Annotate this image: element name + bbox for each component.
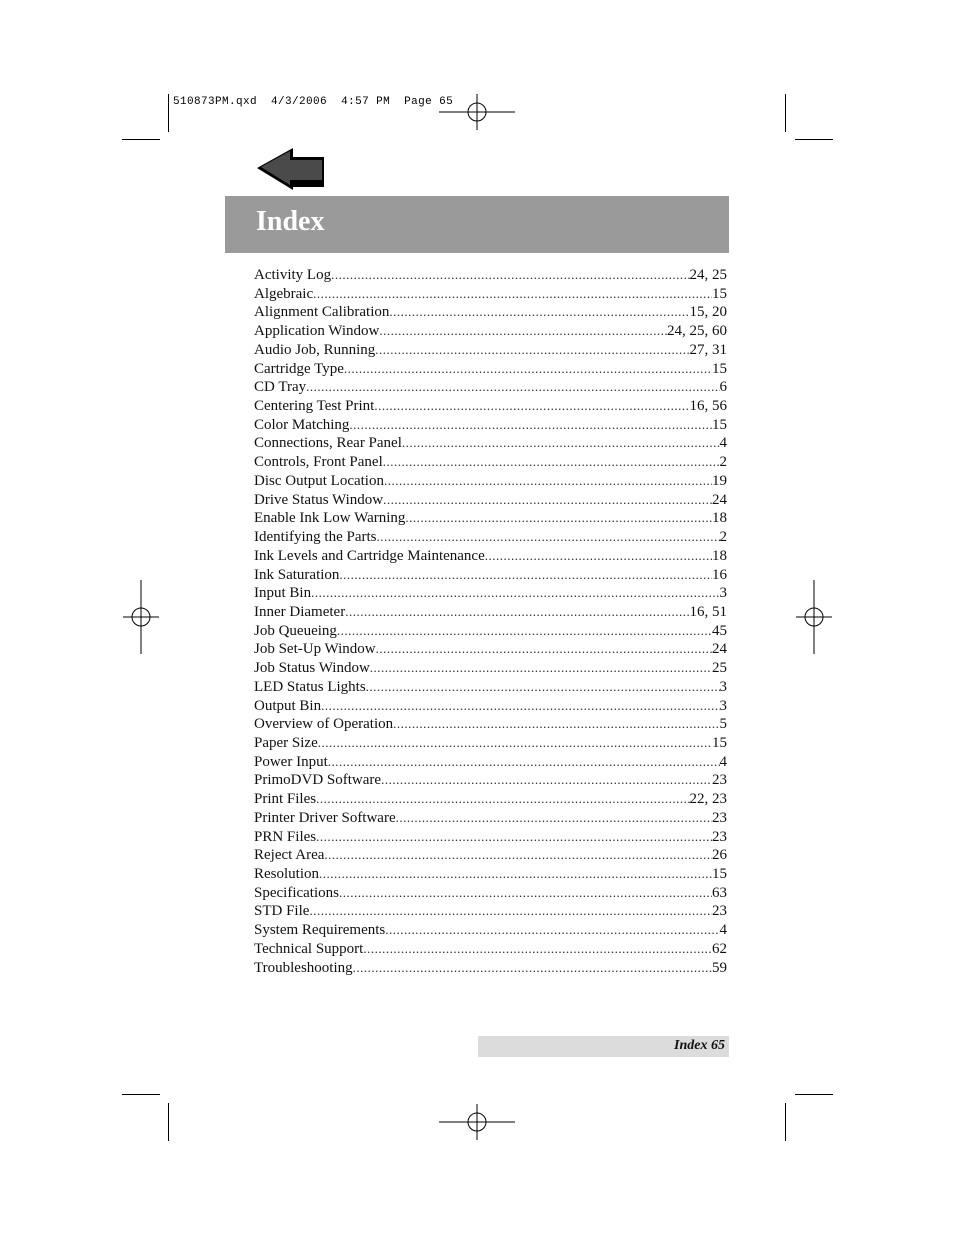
index-entry[interactable] — [254, 360, 727, 379]
dot-leader — [344, 360, 712, 379]
index-entry[interactable] — [254, 921, 727, 940]
index-term: Ink Levels and Cartridge Maintenance — [254, 547, 485, 564]
index-term: Color Matching — [254, 416, 350, 433]
index-pages: 3 — [719, 678, 727, 695]
dot-leader — [316, 828, 712, 847]
index-term: Inner Diameter — [254, 603, 346, 620]
index-term: Application Window — [254, 323, 380, 340]
index-entry[interactable] — [254, 453, 727, 472]
dot-leader — [405, 509, 712, 528]
index-entry[interactable] — [254, 285, 727, 304]
index-entry[interactable] — [254, 603, 727, 622]
index-pages: 4 — [719, 753, 727, 770]
index-entry[interactable] — [254, 547, 727, 566]
index-entry[interactable] — [254, 266, 727, 285]
index-term: Disc Output Location — [254, 472, 384, 489]
index-term: Technical Support — [254, 940, 364, 957]
index-entry[interactable] — [254, 697, 727, 716]
index-entry[interactable] — [254, 322, 727, 341]
index-term: Connections, Rear Panel — [254, 435, 402, 452]
index-term: Centering Test Print — [254, 398, 375, 415]
index-pages: 15 — [712, 866, 727, 882]
index-pages: 15 — [712, 734, 727, 751]
dot-leader — [379, 322, 667, 341]
dot-leader — [331, 266, 689, 285]
index-term: Controls, Front Panel — [254, 454, 383, 471]
crop-mark — [168, 94, 169, 132]
print-slug — [173, 96, 453, 108]
registration-mark-top — [437, 72, 517, 152]
footer-page-label: Index 65 — [674, 1038, 725, 1053]
index-pages: 24 — [712, 641, 727, 658]
index-term: Algebraic — [254, 285, 314, 302]
index-entry[interactable] — [254, 846, 727, 865]
index-pages: 23 — [712, 809, 727, 826]
index-term: STD File — [254, 903, 310, 920]
index-entry[interactable] — [254, 678, 727, 697]
slug-date: 4/3/2006 — [271, 96, 328, 108]
index-pages: 24, 25 — [689, 267, 727, 283]
index-pages: 4 — [719, 922, 727, 939]
index-entry[interactable] — [254, 509, 727, 528]
index-entry[interactable] — [254, 491, 727, 510]
index-term: System Requirements — [254, 922, 386, 939]
index-pages: 6 — [719, 379, 727, 396]
dot-leader — [389, 303, 689, 322]
crop-mark — [795, 139, 833, 140]
index-term: Resolution — [254, 866, 320, 882]
dot-leader — [311, 584, 719, 603]
index-entry[interactable] — [254, 341, 727, 360]
index-entry[interactable] — [254, 640, 727, 659]
dot-leader — [374, 397, 689, 416]
index-pages: 15, 20 — [689, 304, 727, 321]
dot-leader — [383, 491, 712, 510]
index-pages: 63 — [712, 884, 727, 901]
index-term: Audio Job, Running — [254, 341, 376, 358]
dot-leader — [309, 902, 712, 921]
slug-page: Page 65 — [404, 96, 454, 108]
index-entry[interactable] — [254, 397, 727, 416]
dot-leader — [318, 734, 712, 753]
index-term: PRN Files — [254, 828, 317, 845]
dot-leader — [339, 884, 712, 903]
footer-bar — [478, 1036, 729, 1057]
dot-leader — [321, 697, 719, 716]
index-term: Job Queueing — [254, 622, 337, 639]
index-term: PrimoDVD Software — [254, 772, 382, 789]
registration-mark-bottom — [437, 1082, 517, 1162]
dot-leader — [485, 547, 712, 566]
index-pages: 2 — [719, 454, 727, 471]
dot-leader — [376, 528, 719, 547]
slug-time: 4:57 PM — [341, 96, 391, 108]
index-pages: 23 — [712, 903, 727, 920]
index-pages: 16 — [712, 566, 727, 583]
dot-leader — [328, 753, 720, 772]
index-pages: 3 — [719, 697, 727, 714]
crop-mark — [122, 1094, 160, 1095]
index-pages: 3 — [719, 585, 727, 602]
index-term: Ink Saturation — [254, 566, 340, 583]
index-entry[interactable] — [254, 584, 727, 603]
index-term: Printer Driver Software — [254, 809, 396, 826]
index-term: Job Set-Up Window — [254, 641, 376, 658]
dot-leader — [393, 715, 719, 734]
index-entry[interactable] — [254, 940, 727, 959]
index-pages: 45 — [712, 622, 727, 639]
index-pages: 24 — [712, 491, 727, 508]
index-entry[interactable] — [254, 828, 727, 847]
index-pages: 24, 25, 60 — [667, 323, 727, 340]
index-entry[interactable] — [254, 753, 727, 772]
index-entry[interactable] — [254, 865, 727, 884]
index-entry[interactable] — [254, 378, 727, 397]
index-entry[interactable] — [254, 472, 727, 491]
index-term: Identifying the Parts — [254, 529, 377, 546]
crop-mark — [785, 94, 786, 132]
index-pages: 18 — [712, 547, 727, 564]
index-pages: 19 — [712, 472, 727, 489]
dot-leader — [313, 285, 712, 304]
dot-leader — [319, 865, 712, 884]
index-pages: 4 — [719, 435, 727, 452]
slug-file: 510873PM.qxd — [173, 96, 258, 108]
index-pages: 22, 23 — [689, 791, 727, 808]
dot-leader — [375, 341, 689, 360]
index-term: Job Status Window — [254, 660, 370, 677]
index-entry[interactable] — [254, 809, 727, 828]
dot-leader — [353, 959, 712, 978]
index-term: Specifications — [254, 884, 339, 901]
index-term: Alignment Calibration — [254, 304, 390, 321]
index-entry[interactable] — [254, 659, 727, 678]
index-term: Output Bin — [254, 697, 322, 714]
dot-leader — [381, 771, 712, 790]
index-pages: 2 — [719, 529, 727, 546]
index-term: Power Input — [254, 753, 328, 770]
registration-mark-right — [774, 577, 854, 657]
crop-mark — [785, 1103, 786, 1141]
index-term: Input Bin — [254, 585, 312, 602]
dot-leader — [316, 790, 689, 809]
index-term: Print Files — [254, 791, 317, 808]
index-pages: 25 — [712, 660, 727, 677]
dot-leader — [345, 603, 689, 622]
dot-leader — [366, 678, 720, 697]
arrow-left-icon[interactable] — [253, 146, 327, 192]
index-entry[interactable] — [254, 434, 727, 453]
index-pages: 16, 51 — [689, 603, 727, 620]
index-term: Enable Ink Low Warning — [254, 510, 406, 527]
registration-mark-left — [101, 577, 181, 657]
index-entry[interactable] — [254, 303, 727, 322]
crop-mark — [795, 1094, 833, 1095]
index-term: Activity Log — [254, 267, 332, 283]
dot-leader — [376, 640, 712, 659]
index-entry[interactable] — [254, 622, 727, 641]
dot-leader — [383, 453, 720, 472]
index-entry[interactable] — [254, 566, 727, 585]
index-pages: 18 — [712, 510, 727, 527]
index-pages: 15 — [712, 416, 727, 433]
index-entry[interactable] — [254, 734, 727, 753]
index-pages: 15 — [712, 285, 727, 302]
index-term: CD Tray — [254, 379, 307, 396]
dot-leader — [324, 846, 712, 865]
index-pages: 26 — [712, 847, 727, 864]
index-list — [254, 266, 727, 977]
title-bar — [225, 196, 729, 253]
index-entry[interactable] — [254, 959, 727, 978]
index-term: Cartridge Type — [254, 360, 344, 377]
index-entry[interactable] — [254, 771, 727, 790]
index-term: Drive Status Window — [254, 491, 384, 508]
dot-leader — [396, 809, 712, 828]
index-entry[interactable] — [254, 790, 727, 809]
index-pages: 15 — [712, 360, 727, 377]
page-title: Index — [256, 206, 325, 237]
dot-leader — [385, 921, 719, 940]
index-term: Troubleshooting — [254, 959, 353, 976]
index-entry[interactable] — [254, 884, 727, 903]
index-entry[interactable] — [254, 902, 727, 921]
index-pages: 59 — [712, 959, 727, 976]
index-pages: 23 — [712, 772, 727, 789]
dot-leader — [339, 566, 712, 585]
dot-leader — [370, 659, 712, 678]
dot-leader — [306, 378, 719, 397]
index-entry[interactable] — [254, 416, 727, 435]
index-pages: 62 — [712, 940, 727, 957]
dot-leader — [337, 622, 712, 641]
index-term: Paper Size — [254, 734, 318, 751]
dot-leader — [349, 416, 712, 435]
dot-leader — [363, 940, 712, 959]
index-entry[interactable] — [254, 715, 727, 734]
crop-mark — [122, 139, 160, 140]
index-pages: 5 — [719, 716, 727, 733]
dot-leader — [402, 434, 720, 453]
index-pages: 16, 56 — [689, 398, 727, 415]
dot-leader — [384, 472, 712, 491]
index-term: Reject Area — [254, 847, 325, 864]
index-term: LED Status Lights — [254, 678, 366, 695]
index-entry[interactable] — [254, 528, 727, 547]
index-pages: 27, 31 — [689, 341, 727, 358]
index-term: Overview of Operation — [254, 716, 394, 733]
index-pages: 23 — [712, 828, 727, 845]
crop-mark — [168, 1103, 169, 1141]
